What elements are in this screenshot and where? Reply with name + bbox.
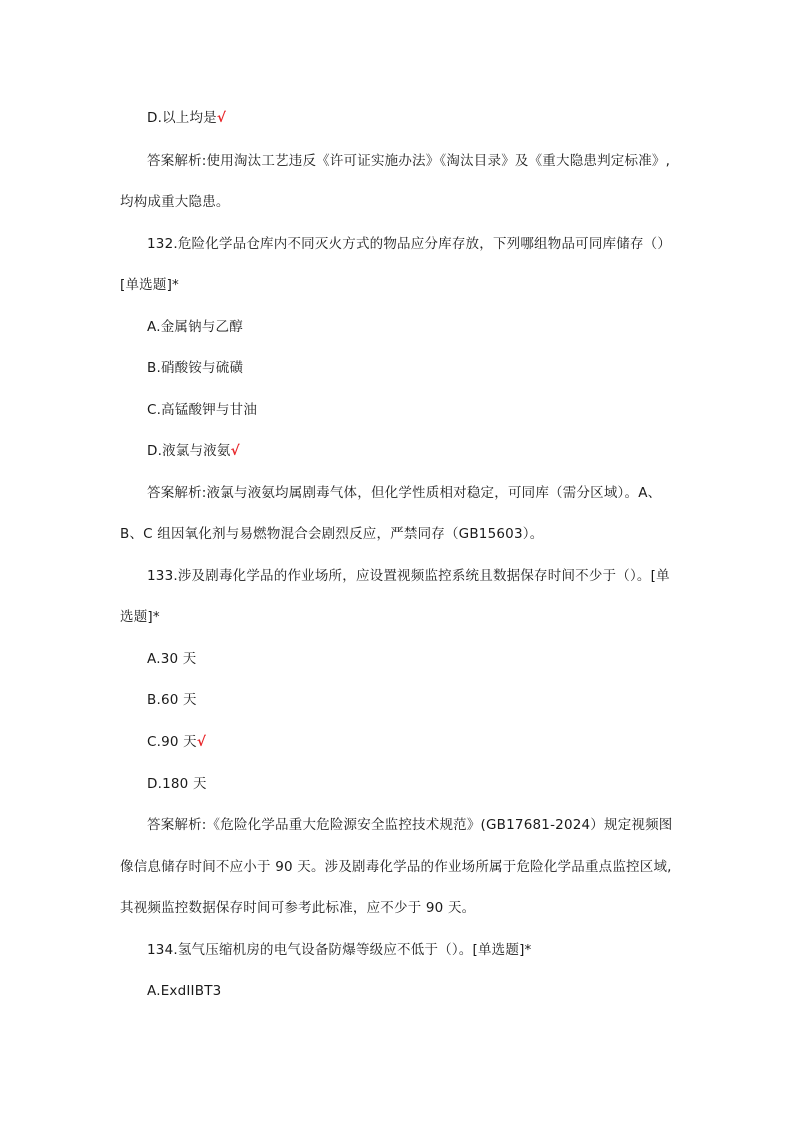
prev-analysis-line-2: 均构成重大隐患。: [120, 194, 230, 210]
q133-option-a: A.30 天: [147, 651, 197, 667]
q132-analysis-line-2: B、C 组因氧化剂与易燃物混合会剧烈反应，严禁同存（GB15603）。: [120, 526, 544, 542]
q133-analysis-line-1: 答案解析:《危险化学品重大危险源安全监控技术规范》(GB17681-2024）规定视频图: [147, 817, 673, 833]
q133-analysis-line-2: 像信息储存时间不应小于 90 天。涉及剧毒化学品的作业场所属于危险化学品重点监控区域,: [120, 859, 672, 875]
q133-stem-line-1: 133.涉及剧毒化学品的作业场所，应设置视频监控系统且数据保存时间不少于（）。[单: [147, 568, 670, 584]
q133-stem-line-2: 选题]*: [120, 609, 160, 625]
q134-option-a: A.ExdIIBT3: [147, 983, 222, 999]
q132-option-b: B.硝酸铵与硫磺: [147, 360, 244, 376]
check-mark-icon: √: [216, 110, 227, 126]
check-mark-icon: √: [196, 734, 207, 750]
q132-analysis-line-1: 答案解析:液氯与液氨均属剧毒气体，但化学性质相对稳定，可同库（需分区域）。A、: [147, 485, 662, 501]
prev-analysis-line-1: 答案解析:使用淘汰工艺违反《许可证实施办法》《淘汰目录》及《重大隐患判定标准》,: [147, 153, 671, 169]
q134-stem-line-1: 134.氢气压缩机房的电气设备防爆等级应不低于（）。[单选题]*: [147, 942, 532, 958]
q132-option-a: A.金属钠与乙醇: [147, 319, 243, 335]
option-text: D.液氯与液氨: [147, 443, 231, 459]
q133-analysis-line-3: 其视频监控数据保存时间可参考此标准，应不少于 90 天。: [120, 900, 476, 916]
q132-stem-line-2: [单选题]*: [120, 277, 179, 293]
option-text: D.以上均是: [147, 110, 217, 126]
q133-option-c: [147, 732, 206, 752]
q132-option-c: C.高锰酸钾与甘油: [147, 402, 258, 418]
check-mark-icon: √: [230, 443, 240, 459]
q133-option-d: D.180 天: [147, 776, 207, 792]
q132-option-d: [147, 441, 240, 461]
option-text: C.90 天: [147, 734, 197, 750]
q133-option-b: B.60 天: [147, 692, 197, 708]
q132-stem-line-1: 132.危险化学品仓库内不同灭火方式的物品应分库存放，下列哪组物品可同库储存（）: [147, 236, 672, 252]
prev-option-d: [147, 108, 226, 128]
